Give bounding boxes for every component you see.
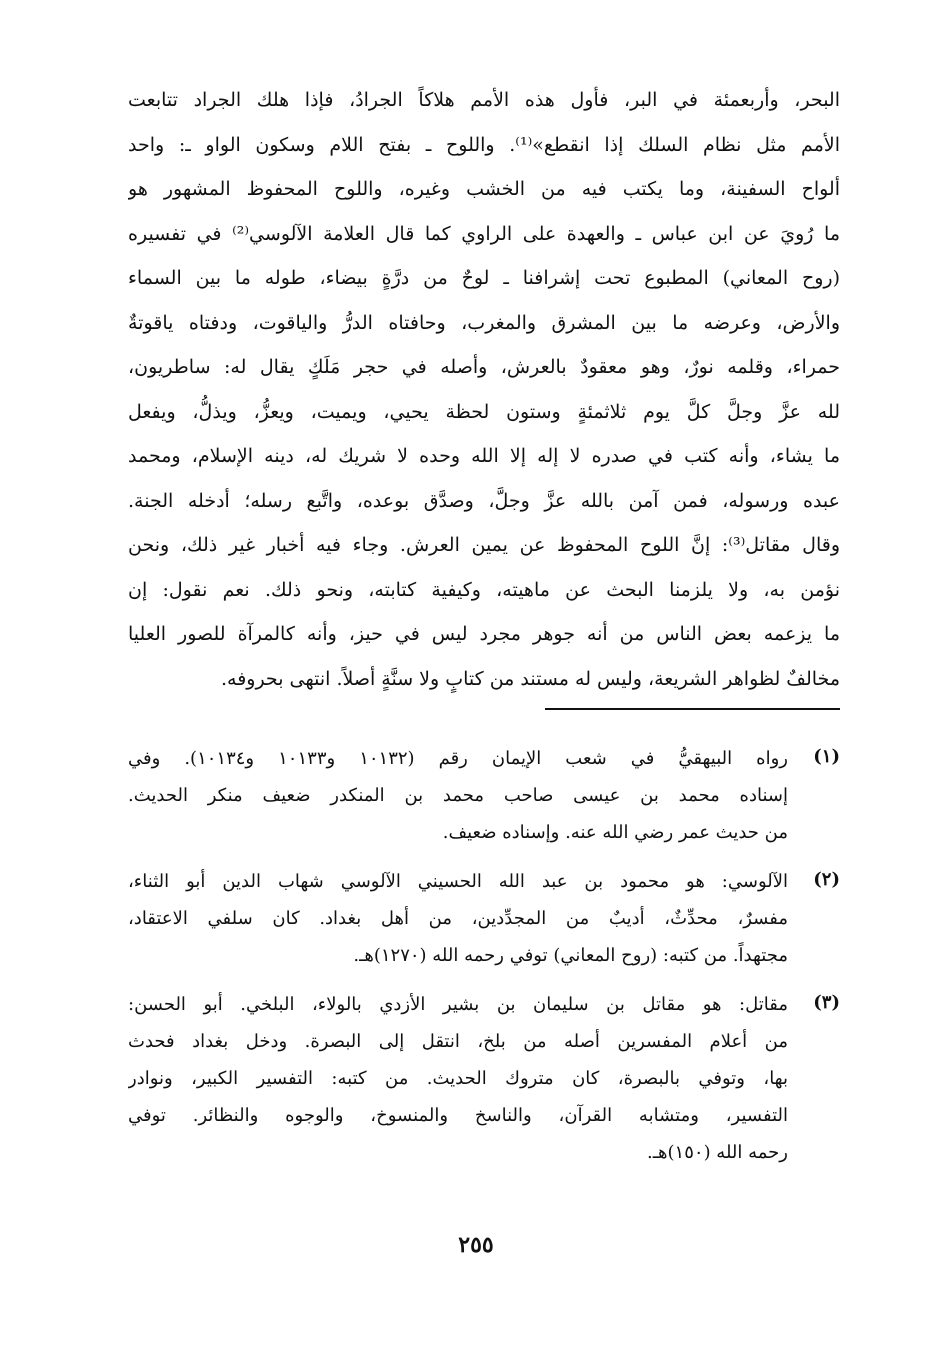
text-line: الأمم مثل نظام السلك إذا انقطع»⁽¹⁾. واللوح ـ بفتح اللام وسكون الواو ـ: واحد bbox=[128, 133, 840, 156]
footnote-line: الآلوسي: هو محمود بن عبد الله الحسيني الآلوسي شهاب الدين أبو الثناء، bbox=[128, 871, 788, 892]
text-line: والأرض، وعرضه ما بين المشرق والمغرب، وحافتاه الدرُّ والياقوت، ودفتاه ياقوتةٌ bbox=[128, 311, 840, 334]
text-line: ما يزعمه بعض الناس من أنه جوهر مجرد ليس في حيز، وأنه كالمرآة للصور العليا bbox=[128, 623, 840, 645]
footnote bbox=[128, 863, 840, 974]
text-line: عبده ورسوله، فمن آمن بالله عزَّ وجلَّ، وصدَّق بوعده، واتَّبع رسله؛ أدخله الجنة. bbox=[128, 489, 840, 512]
footnotes bbox=[128, 740, 840, 1183]
footnote-number: (٣) bbox=[813, 992, 840, 1013]
text-line: ألواح السفينة، وما يكتب فيه من الخشب وغيره، واللوح المحفوظ المشهور هو bbox=[128, 178, 840, 200]
footnote-line: رحمه الله (١٥٠)هـ. bbox=[647, 1142, 788, 1163]
footnote-body bbox=[128, 863, 788, 974]
footnote-line: التفسير، ومتشابه القرآن، والناسخ والمنسوخ، والوجوه والنظائر. توفي bbox=[128, 1105, 788, 1126]
text-line: (روح المعاني) المطبوع تحت إشرافنا ـ لوحٌ من درَّةٍ بيضاء، طوله ما بين السماء bbox=[128, 267, 840, 289]
page-number: ٢٥٥ bbox=[458, 1232, 494, 1258]
footnote-number: (١) bbox=[813, 746, 840, 767]
footnote-separator bbox=[545, 708, 840, 710]
footnote-line: من حديث عمر رضي الله عنه. وإسناده ضعيف. bbox=[442, 822, 788, 843]
footnote-line: مجتهداً. من كتبه: (روح المعاني) توفي رحمه الله (١٢٧٠)هـ. bbox=[353, 945, 788, 966]
text-line: مخالفٌ لظواهر الشريعة، وليس له مستند من كتابٍ ولا سنَّةٍ أصلاً. انتهى بحروفه. bbox=[220, 667, 840, 690]
text-line: البحر، وأربعمئة في البر، فأول هذه الأمم هلاكاً الجرادُ، فإذا هلك الجراد تتابعت bbox=[128, 89, 840, 111]
footnote bbox=[128, 986, 840, 1171]
text-line: حمراء، وقلمه نورٌ، وهو معقودٌ بالعرش، وأصله في حجر مَلَكٍ يقال له: ساطريون، bbox=[128, 356, 840, 378]
footnote-line: رواه البيهقيُّ في شعب الإيمان رقم (١٠١٣٢ و١٠١٣٣ و١٠١٣٤). وفي bbox=[128, 748, 788, 769]
footnote-line: مفسرٌ، محدِّثٌ، أديبٌ من المجدِّدين، من أهل بغداد. كان سلفي الاعتقاد، bbox=[128, 908, 788, 929]
text-line: وقال مقاتل⁽³⁾: إنَّ اللوح المحفوظ عن يمين العرش. وجاء فيه أخبار غير ذلك، ونحن bbox=[128, 534, 840, 556]
text-line: نؤمن به، ولا يلزمنا البحث عن ماهيته، وكيفية كتابته، ونحو ذلك. نعم نقول: إن bbox=[128, 578, 840, 601]
text-line: ما يشاء، وأنه كتب في صدره لا إله إلا الله وحده لا شريك له، دينه الإسلام، ومحمد bbox=[128, 445, 840, 467]
footnote-line: بها، وتوفي بالبصرة، كان متروك الحديث. من كتبه: التفسير الكبير، ونوادر bbox=[128, 1068, 788, 1089]
footnote-line: من أعلام المفسرين أصله من بلخ، انتقل إلى البصرة. ودخل بغداد فحدث bbox=[128, 1031, 788, 1052]
footnote-body bbox=[128, 986, 788, 1171]
footnote bbox=[128, 740, 840, 851]
text-line: ما رُويَ عن ابن عباس ـ والعهدة على الراوي كما قال العلامة الآلوسي⁽²⁾ في تفسيره bbox=[128, 222, 840, 245]
footnote-number: (٢) bbox=[813, 869, 840, 890]
footnote-line: مقاتل: هو مقاتل بن سليمان بن بشير الأزدي بالولاء، البلخي. أبو الحسن: bbox=[128, 994, 788, 1015]
text-line: لله عزَّ وجلَّ كلَّ يوم ثلاثمئةٍ وستون لحظة يحيي، ويميت، ويعزُّ، ويذلُّ، ويفعل bbox=[128, 400, 840, 423]
footnote-line: إسناده محمد بن عيسى صاحب محمد بن المنكدر ضعيف منكر الحديث. bbox=[128, 785, 788, 806]
main-text-block bbox=[128, 78, 840, 701]
footnote-body bbox=[128, 740, 788, 851]
